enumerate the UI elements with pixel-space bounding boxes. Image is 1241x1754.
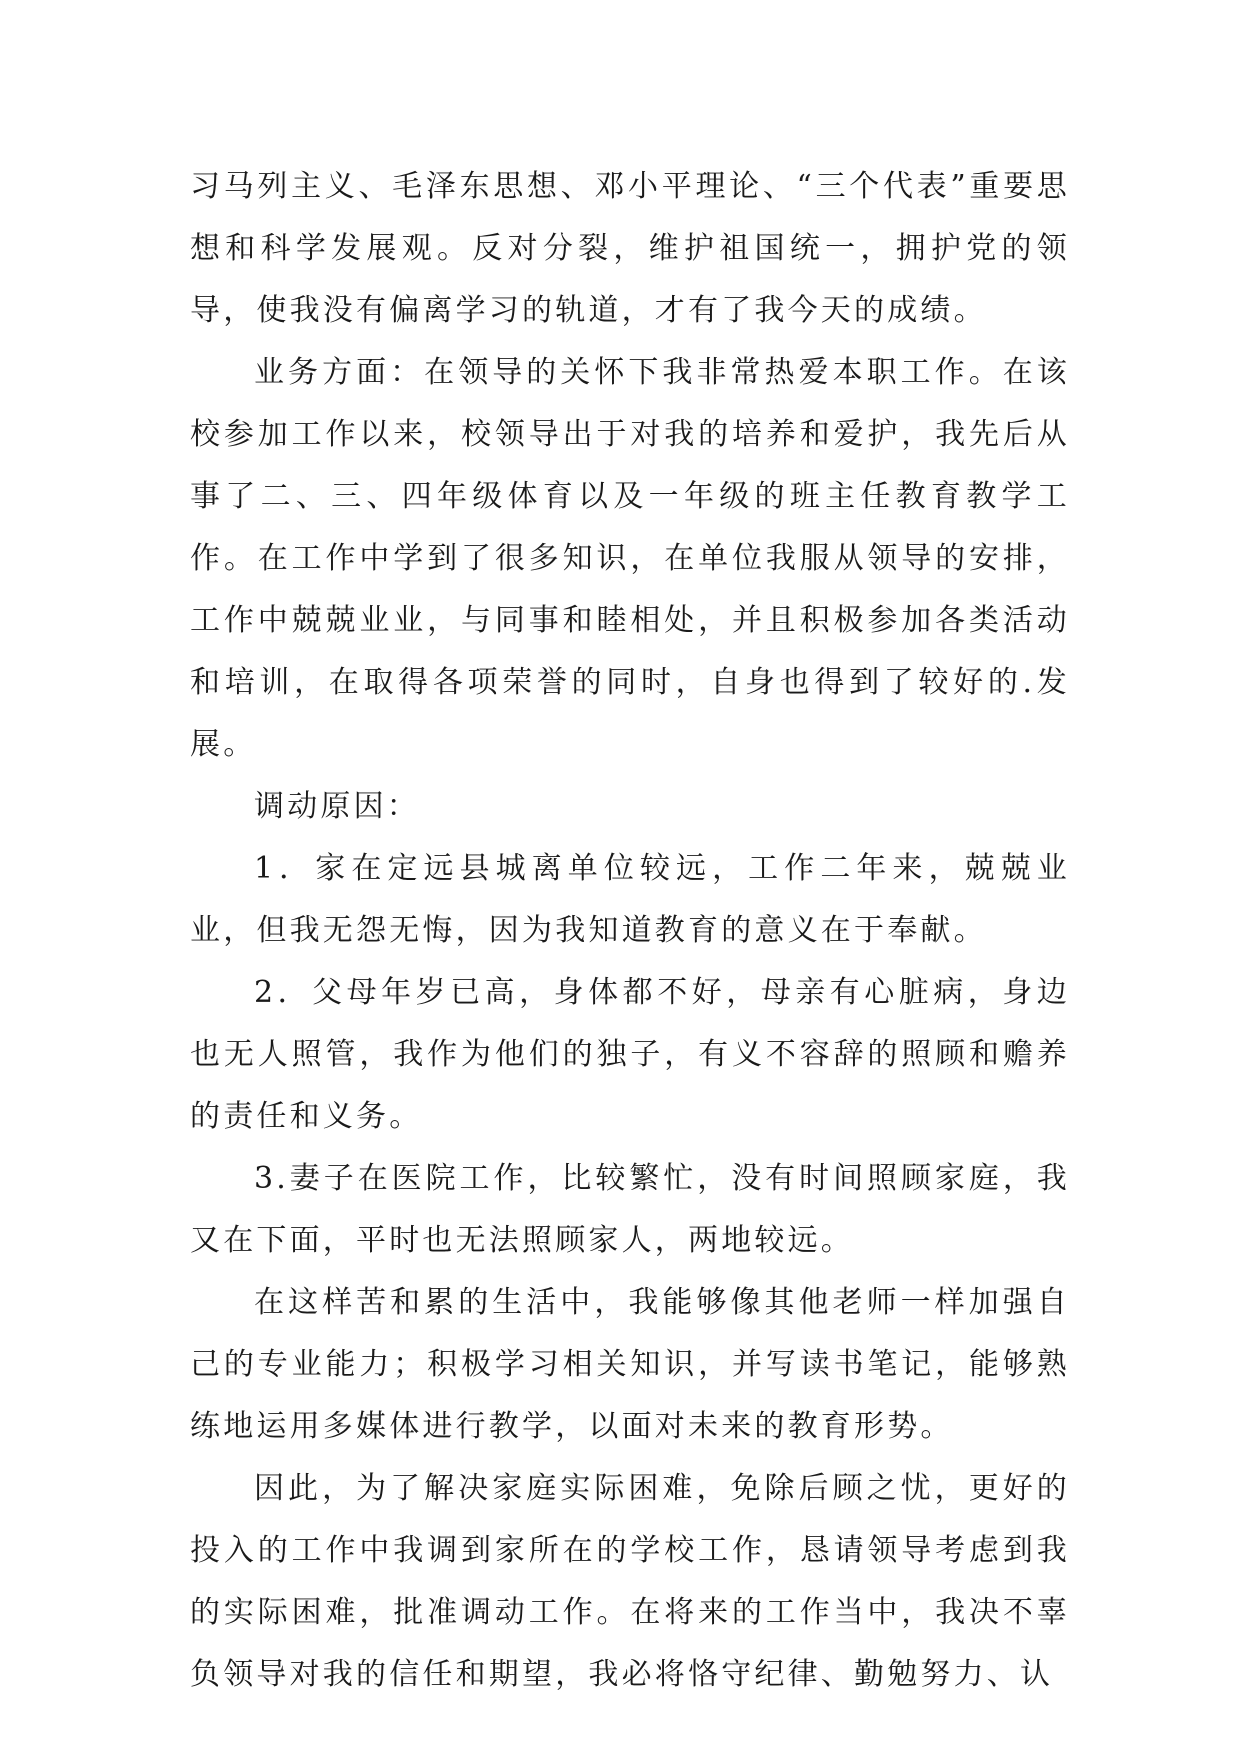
paragraph-conclusion: 因此，为了解决家庭实际困难，免除后顾之忧，更好的投入的工作中我调到家所在的学校工作，恳请领导考虑到我的实际困难，批准调动工作。在将来的工作当中，我决不辜负领导对我的信任和期望，我必将恪守纪律、勤勉努力、认: [190, 1471, 1070, 1692]
paragraph-reason-3: 3.妻子在医院工作，比较繁忙，没有时间照顾家庭，我又在下面，平时也无法照顾家人，两地较远。: [190, 1161, 1070, 1258]
paragraph-reason-1: 1．家在定远县城离单位较远，工作二年来，兢兢业业，但我无怨无悔，因为我知道教育的意义在于奉献。: [190, 851, 1070, 948]
paragraph-reason-2: 2．父母年岁已高，身体都不好，母亲有心脏病，身边也无人照管，我作为他们的独子，有义不容辞的照顾和赡养的责任和义务。: [190, 975, 1070, 1134]
paragraph-transfer-heading: 调动原因：: [254, 789, 420, 824]
paragraph-business: 业务方面：在领导的关怀下我非常热爱本职工作。在该校参加工作以来，校领导出于对我的培养和爱护，我先后从事了二、三、四年级体育以及一年级的班主任教育教学工作。在工作中学到了很多知识，在单位我服从领导的安排，工作中兢兢业业，与同事和睦相处，并且积极参加各类活动和培训，在取得各项荣誉的同时，自身也得到了较好的.发展。: [190, 355, 1070, 762]
paragraph-continuation: 习马列主义、毛泽东思想、邓小平理论、“三个代表”重要思想和科学发展观。反对分裂，维护祖国统一，拥护党的领导，使我没有偏离学习的轨道，才有了我今天的成绩。: [190, 169, 1070, 328]
document-body: [190, 156, 1070, 1706]
paragraph-life: 在这样苦和累的生活中，我能够像其他老师一样加强自己的专业能力；积极学习相关知识，并写读书笔记，能够熟练地运用多媒体进行教学，以面对未来的教育形势。: [190, 1285, 1070, 1444]
